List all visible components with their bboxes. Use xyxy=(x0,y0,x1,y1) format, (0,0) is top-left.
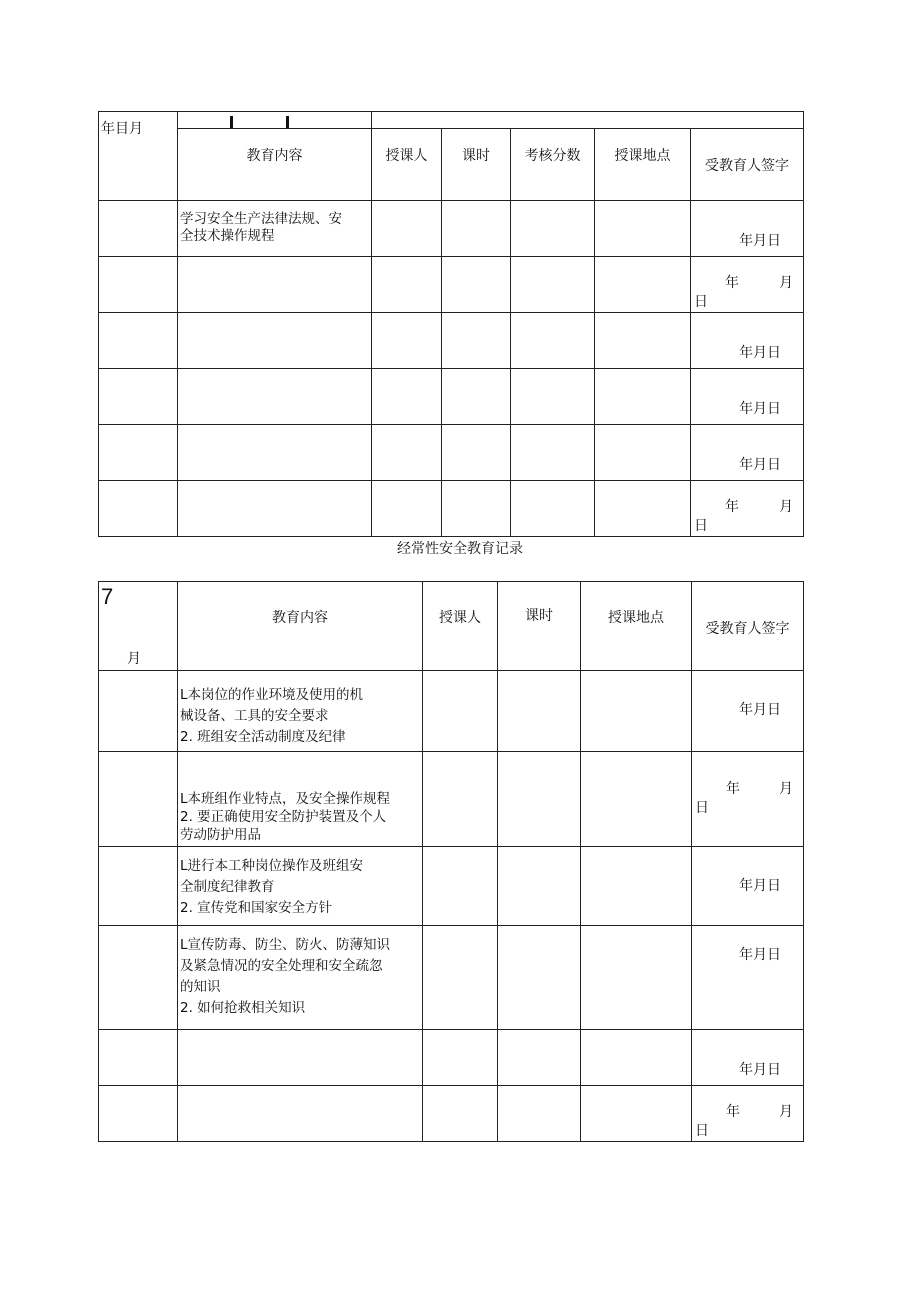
day-label: 日 xyxy=(694,518,708,534)
header-content xyxy=(178,582,423,671)
header-label: 授课人 xyxy=(385,148,428,164)
header-label: 考核分数 xyxy=(524,148,581,164)
signature-date: 年月日 xyxy=(739,1062,781,1078)
header-score xyxy=(511,129,595,201)
signature-date: 年月日 xyxy=(739,878,781,894)
header-location xyxy=(595,129,691,201)
table-row xyxy=(99,847,804,926)
header-content xyxy=(178,129,372,201)
month-label: 月 xyxy=(779,499,794,515)
content-cell: L本班组作业特点，及安全操作规程 2. 要正确使用安全防护装置及个人 劳动防护用品 xyxy=(180,791,391,843)
header-signature xyxy=(691,129,804,201)
table-row xyxy=(99,425,804,481)
header-label: 教育内容 xyxy=(272,610,328,626)
year-label: 年 xyxy=(725,499,739,515)
header-teacher xyxy=(423,582,498,671)
header-top-strip xyxy=(372,112,804,129)
content-cell: L本岗位的作业环境及使用的机 械设备、工具的安全要求 2. 班组安全活动制度及纪律 xyxy=(180,687,364,745)
table-row xyxy=(99,1030,804,1086)
date-corner-cell xyxy=(99,112,178,201)
year-label: 年 xyxy=(726,1104,740,1120)
month-label: 月 xyxy=(127,651,141,667)
date-corner-cell xyxy=(99,582,178,671)
signature-date: 年月日 xyxy=(739,401,782,417)
signature-date: 年月日 xyxy=(739,702,781,718)
header-hours xyxy=(442,129,511,201)
content-cell: L宣传防毒、防尘、防火、防薄知识 及紧急情况的安全处理和安全疏忽 的知识 2. 如何抢救相关知识 xyxy=(180,937,391,1016)
header-teacher xyxy=(372,129,442,201)
day-label: 日 xyxy=(695,800,709,816)
table-row xyxy=(99,1086,804,1142)
table-row xyxy=(99,752,804,847)
header-label: 课时 xyxy=(525,608,553,624)
month-number: 7 xyxy=(101,584,114,609)
year-label: 年 xyxy=(725,275,739,291)
date-corner-label: 年目月 xyxy=(101,121,143,137)
header-signature xyxy=(692,582,804,671)
education-record-table-2 xyxy=(98,581,804,1142)
header-marks-cell xyxy=(178,112,372,129)
signature-date: 年月日 xyxy=(739,345,782,361)
table-row xyxy=(99,671,804,752)
day-label: 日 xyxy=(694,294,708,310)
header-label: 授课地点 xyxy=(608,610,664,626)
table-row xyxy=(99,201,804,257)
header-label: 教育内容 xyxy=(246,148,303,164)
education-record-table-1 xyxy=(98,111,804,537)
day-label: 日 xyxy=(695,1123,709,1139)
table-row xyxy=(99,926,804,1030)
header-location xyxy=(581,582,692,671)
signature-date: 年月日 xyxy=(739,457,782,473)
content-cell: L进行本工种岗位操作及班组安 全制度纪律教育 2. 宣传党和国家安全方针 xyxy=(180,858,364,916)
signature-date: 年月日 xyxy=(739,947,781,963)
header-label: 受教育人签字 xyxy=(705,621,790,637)
year-label: 年 xyxy=(726,781,740,797)
header-hours xyxy=(498,582,581,671)
content-cell: 学习安全生产法律法规、安 全技术操作规程 xyxy=(180,211,342,244)
table-row xyxy=(99,257,804,313)
header-label: 授课地点 xyxy=(614,148,671,164)
table-row xyxy=(99,481,804,537)
header-label: 课时 xyxy=(462,148,490,164)
month-label: 月 xyxy=(779,1104,793,1120)
month-label: 月 xyxy=(779,781,793,797)
signature-date: 年月日 xyxy=(739,233,782,249)
table-row xyxy=(99,369,804,425)
header-label: 受教育人签字 xyxy=(705,158,790,174)
table-caption: 经常性安全教育记录 xyxy=(397,541,523,557)
header-label: 授课人 xyxy=(439,610,481,626)
month-label: 月 xyxy=(779,275,794,291)
table-row xyxy=(99,313,804,369)
